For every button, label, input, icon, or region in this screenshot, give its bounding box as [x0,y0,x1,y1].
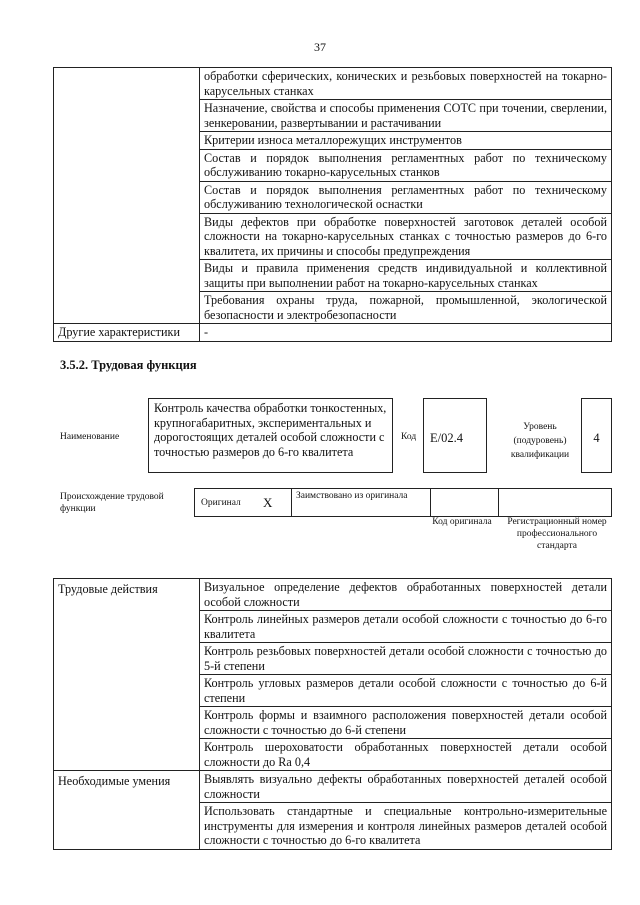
table-cell: Контроль угловых размеров детали особой сложности с точностью до 6-й степени [200,675,612,707]
table-cell: Контроль шероховатости обработанных поверхностей детали особой сложности до Ra 0,4 [200,739,612,771]
borrowed-label: Заимствовано из оригинала [296,491,408,501]
table-cell: Виды и правила применения средств индивидуальной и коллективной защиты при выполнении работ на токарно-карусельных станках [200,260,612,292]
table-cell: Требования охраны труда, пожарной, промышленной, экологической безопасности и электробезопасности [200,292,612,324]
code-box [423,398,487,473]
origin-row [194,488,612,517]
table-cell: Состав и порядок выполнения регламентных работ по техническому обслуживанию технологической оснастки [200,181,612,213]
original-mark: X [263,495,273,510]
table-cell: Использовать стандартные и специальные контрольно-измерительные инструменты для измерения и контроля линейных размеров деталей особой сложности с точностью до 6-го квалитета [200,803,612,850]
divider [291,488,292,517]
level-box [581,398,612,473]
reg-caption: Регистрационный номер профессионального стандарта [507,517,607,551]
table-row [54,324,612,342]
table-row [54,771,612,803]
table-cell: Контроль резьбовых поверхностей детали особой сложности с точностью до 5-й степени [200,643,612,675]
function-name-box [148,398,393,473]
actions-label: Трудовые действия [54,579,200,771]
divider [498,488,499,517]
table-cell: Контроль линейных размеров детали особой сложности с точностью до 6-го квалитета [200,611,612,643]
code-caption: Код оригинала [432,517,492,527]
table-cell: Визуальное определение дефектов обработанных поверхностей детали особой сложности [200,579,612,611]
page-number: 37 [314,40,326,54]
divider [430,488,431,517]
other-characteristics-label: Другие характеристики [54,324,200,342]
empty-label-cell [54,68,200,324]
table-row [54,68,612,100]
table-cell: Критерии износа металлорежущих инструментов [200,132,612,150]
name-label: Наименование [60,432,120,442]
level-value: 4 [593,431,600,445]
code-label: Код [401,432,417,442]
knowledge-table [53,67,612,342]
skills-label: Необходимые умения [54,771,200,850]
table-cell: Контроль формы и взаимного расположения поверхностей детали особой сложности с точностью до 6-й степени [200,707,612,739]
table-cell: Назначение, свойства и способы применения СОТС при точении, сверлении, зенкеровании, развертывании и растачивании [200,100,612,132]
table-cell: Виды дефектов при обработке поверхностей заготовок деталей особой сложности на токарно-карусельных станках с точностью размеров до 6-го квалитета, их причины и способы предупреждения [200,213,612,260]
origin-label: Происхождение трудовой функции [60,492,164,514]
other-characteristics-value: - [200,324,612,342]
code-value: E/02.4 [430,431,463,445]
section-heading: 3.5.2. Трудовая функция [60,358,197,372]
actions-skills-table [53,578,612,850]
table-cell: Состав и порядок выполнения регламентных работ по техническому обслуживанию токарно-карусельных станков [200,149,612,181]
table-row [54,579,612,611]
original-label: Оригинал [201,498,241,508]
level-label: Уровень (подуровень) квалификации [510,422,570,460]
table-cell: обработки сферических, конических и резьбовых поверхностей на токарно-карусельных станках [200,68,612,100]
table-cell: Выявлять визуально дефекты обработанных поверхностей деталей особой сложности [200,771,612,803]
function-name-value: Контроль качества обработки тонкостенных, крупногабаритных, экспериментальных и дорогостоящих деталей особой сложности с точностью размеров до 6-го квалитета [154,401,387,459]
